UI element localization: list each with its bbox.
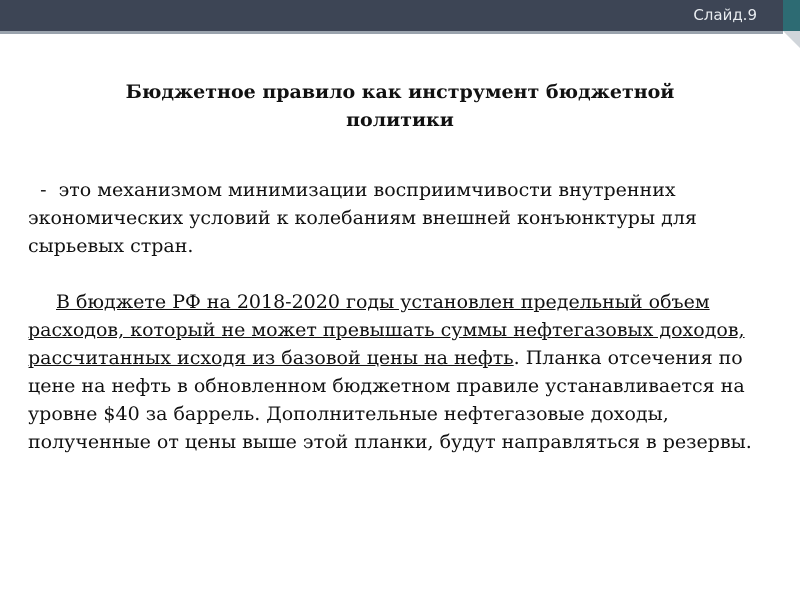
- paragraph-gap: [28, 260, 784, 288]
- definition-paragraph: [28, 176, 784, 260]
- budget-rest-text: . Планка отсечения по цене на нефть в обновленном бюджетном правиле устанавливается на уровне $40 за баррель. Дополнительные нефтегазовые доходы, полученные от цены выше этой планки, будут направляться в резервы.: [28, 347, 752, 453]
- budget-paragraph: [28, 288, 784, 456]
- slide-number: Слайд.9: [693, 6, 757, 24]
- header-accent: [783, 0, 800, 31]
- definition-text: - это механизмом минимизации восприимчивости внутренних экономических условий к колебаниям внешней конъюнктуры для сырьевых стран.: [28, 179, 703, 257]
- header-bar: [0, 0, 783, 34]
- slide-body: [28, 176, 784, 456]
- slide-title-line-1: Бюджетное правило как инструмент бюджетной: [125, 81, 675, 103]
- slide-title: [30, 78, 770, 134]
- slide-title-line-2: политики: [346, 109, 454, 131]
- budget-underlined-text: В бюджете РФ на 2018-2020 годы установлен предельный объем расходов, который не может превышать суммы нефтегазовых доходов, рассчитанных исходя из базовой цены на нефть: [28, 291, 745, 369]
- corner-decoration: [783, 31, 800, 48]
